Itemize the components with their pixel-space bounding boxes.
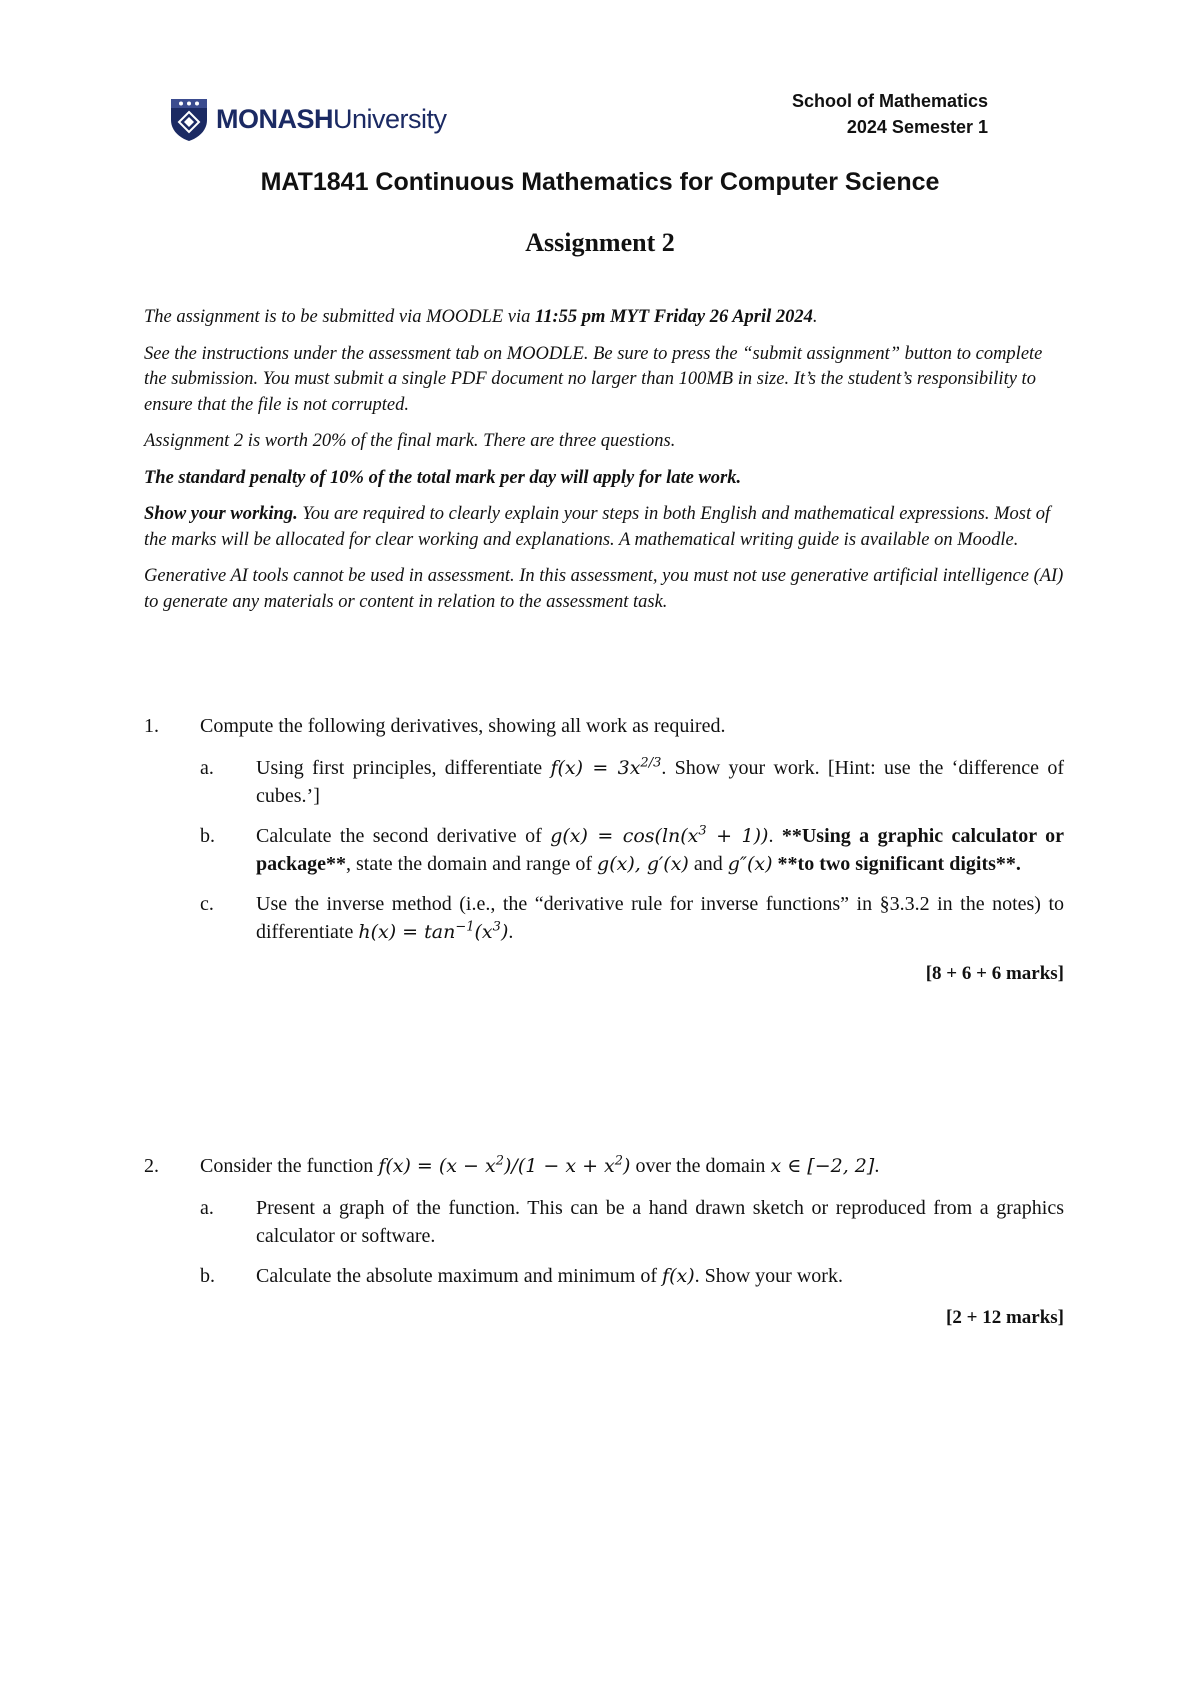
school-name: School of Mathematics xyxy=(791,91,988,111)
question-1a: a. Using first principles, differentiate $f(x) = 3x^{2/3}$. Show your work. [Hint: use the ‘difference of cubes.’] xyxy=(200,755,1064,807)
monash-crest-icon xyxy=(168,96,210,142)
question-1b: b. Calculate the second derivative of $g(x) = \cos(\ln(x^3 + 1))$. **Using a graphic calculator or package**, state the domain and range of g(x), g′(x) and g″(x) **to two significant digits**. xyxy=(200,823,1065,875)
instruction-working: Show your working. You are required to clearly explain your steps in both English and mathematical expressions. Most of the marks will be allocated for clear working and explanations. A mathematical writing guide is available on Moodle. xyxy=(144,504,1051,550)
course-title: MAT1841 Continuous Mathematics for Computer Science xyxy=(260,168,940,196)
question-2a: a. Present a graph of the function. This can be a hand drawn sketch or reproduced from a graphics calculator or software. xyxy=(200,1197,1064,1247)
instruction-submission: See the instructions under the assessment tab on MOODLE. Be sure to press the “submit assignment” button to complete the submission. You must submit a single PDF document no larger than 100MB in size. It’s the student’s responsibility to ensure that the file is not corrupted. xyxy=(144,343,1043,415)
instruction-weight: Assignment 2 is worth 20% of the final mark. There are three questions. xyxy=(144,431,676,451)
instruction-deadline: The assignment is to be submitted via MOODLE via 11:55 pm MYT Friday 26 April 2024. xyxy=(144,307,818,327)
question-2-marks: [2 + 12 marks] xyxy=(946,1307,1064,1328)
question-2 xyxy=(144,1152,1064,1332)
instructions xyxy=(144,305,1064,626)
math-expression: g″(x) xyxy=(727,853,773,875)
math-expression: f(x) xyxy=(662,1265,695,1287)
math-expression: $h(x) = \tan^{-1}(x^3)$ xyxy=(358,919,509,943)
math-expression: $g(x) = \cos(\ln(x^3 + 1))$ xyxy=(550,823,769,847)
monash-logo xyxy=(168,96,447,142)
math-expression: x ∈ [−2, 2] xyxy=(770,1155,875,1177)
question-1c: c. Use the inverse method (i.e., the “derivative rule for inverse functions” in §3.3.2 in the notes) to differentiate $h(x) = \tan^{-1}(x^3)$. xyxy=(200,893,1064,943)
question-text: Compute the following derivatives, showing all work as required. xyxy=(200,715,726,737)
logo-word-monash: MONASH xyxy=(216,103,333,134)
question-1-marks: [8 + 6 + 6 marks] xyxy=(925,963,1064,984)
question-number: 1. xyxy=(144,715,159,737)
math-expression: $f(x) = (x - x^2)/(1 - x + x^2)$ xyxy=(378,1153,631,1177)
deadline-date: 11:55 pm MYT Friday 26 April 2024 xyxy=(535,307,813,327)
assignment-title: Assignment 2 xyxy=(525,228,675,257)
semester-label: 2024 Semester 1 xyxy=(846,117,988,137)
header-school-block xyxy=(792,88,988,140)
math-expression: g(x), g′(x) xyxy=(597,853,689,875)
question-2b: b. Calculate the absolute maximum and minimum of f(x). Show your work. xyxy=(200,1265,843,1287)
logo-word-university: University xyxy=(333,103,447,134)
instruction-penalty: The standard penalty of 10% of the total mark per day will apply for late work. xyxy=(144,467,742,488)
logo-wordmark xyxy=(216,103,447,134)
question-text: Consider the function $f(x) = (x - x^2)/(1 - x + x^2)$ over the domain x ∈ [−2, 2]. xyxy=(200,1153,880,1177)
math-expression: $f(x) = 3x^{2/3}$ xyxy=(550,755,662,779)
question-1 xyxy=(144,712,1064,988)
question-number: 2. xyxy=(144,1155,159,1177)
instruction-genai: Generative AI tools cannot be used in assessment. In this assessment, you must not use generative artificial intelligence (AI) to generate any materials or content in relation to the assessment task. xyxy=(144,566,1064,612)
